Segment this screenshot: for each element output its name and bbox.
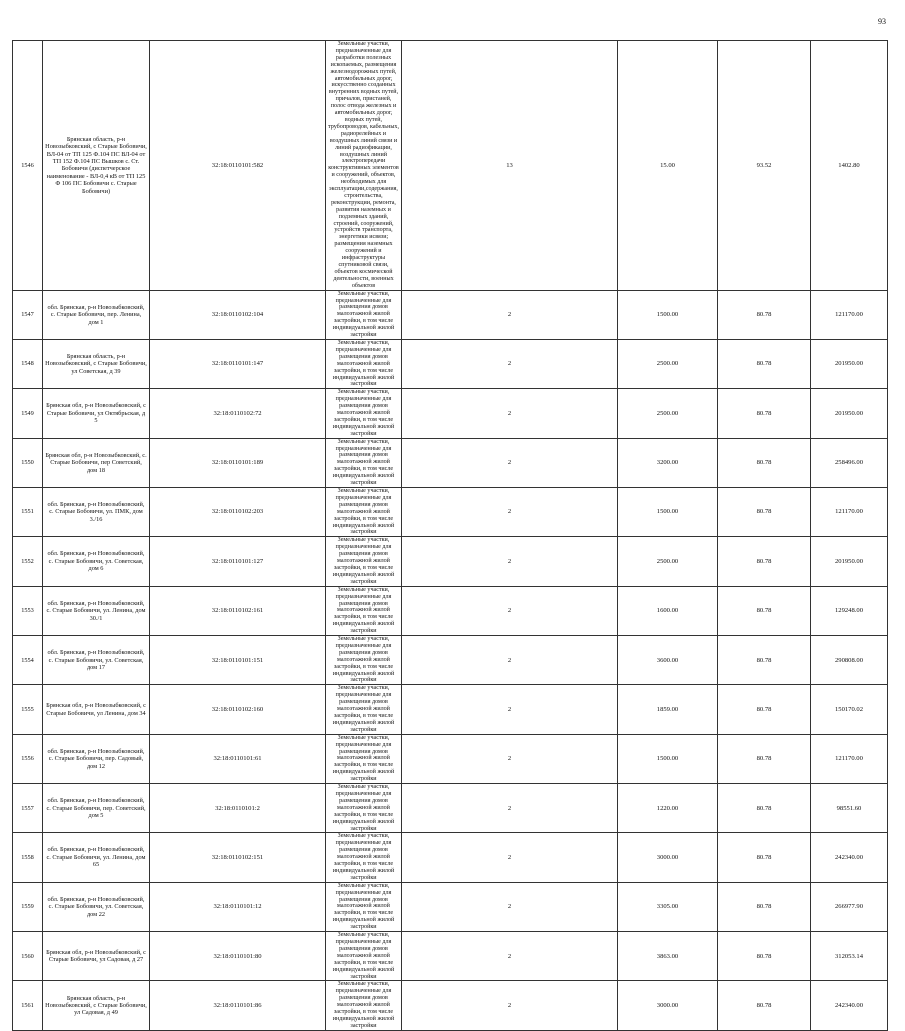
cadastral-value-cell: 1402.80 xyxy=(811,41,888,291)
specific-value-cell: 80.78 xyxy=(718,389,811,438)
area-cell: 1500.00 xyxy=(618,734,718,783)
land-use-cell: Земельные участки, предназначенные для размещения домов малоэтажной жилой застройки, в том числе индивидуальной жилой застройки xyxy=(326,290,402,339)
address-cell: Брянская обл, р-н Новозыбковский, с Старые Бобовичи, ул Октябрьская, д 5 xyxy=(43,389,150,438)
area-cell: 2500.00 xyxy=(618,389,718,438)
cadastral-number-cell: 32:18:0110101:151 xyxy=(150,636,326,685)
table-body xyxy=(13,41,888,1031)
cadastral-number-cell: 32:18:0110102:104 xyxy=(150,290,326,339)
specific-value-cell: 80.78 xyxy=(718,734,811,783)
cadastral-value-cell: 290808.00 xyxy=(811,636,888,685)
cadastral-number-cell: 32:18:0110101:2 xyxy=(150,784,326,833)
row-number: 1561 xyxy=(13,981,43,1030)
address-cell: обл. Брянская, р-н Новозыбковский, с. Старые Бобовичи, ул. Советская, дом 17 xyxy=(43,636,150,685)
cadastral-number-cell: 32:18:0110102:151 xyxy=(150,833,326,882)
use-group-cell: 2 xyxy=(402,833,618,882)
cadastral-value-cell: 121170.00 xyxy=(811,488,888,537)
area-cell: 3600.00 xyxy=(618,636,718,685)
cadastral-value-cell: 201950.00 xyxy=(811,537,888,586)
table-row xyxy=(13,41,888,291)
use-group-cell: 2 xyxy=(402,784,618,833)
table-row xyxy=(13,636,888,685)
table-row xyxy=(13,833,888,882)
cadastral-value-cell: 242340.00 xyxy=(811,833,888,882)
land-use-cell: Земельные участки, предназначенные для разработки полезных ископаемых, размещения железнодорожных путей, автомобильных дорог, искусственно созданных внутренних водных путей, причалов, пристаней, полос отвода железных и автомобильных дорог, водных путей, трубопроводов, кабельных, радиорелейных и воздушных линий связи и линий радиофикации, воздушных линий электропередачи конструктивных элементов и сооружений, объектов, необходимых для эксплуатации,содержания, строительства, реконструкции, ремонта, развития наземных и подземных зданий, строений, сооружений, устройств транспорта, энергетики исвязи; размещения наземных сооружений и инфраструктуры спутниковой связи, объектов космической деятельности, военных объектов xyxy=(326,41,402,291)
use-group-cell: 2 xyxy=(402,389,618,438)
table-row xyxy=(13,290,888,339)
address-cell: Брянская обл, р-н Новозыбковский, с Старые Бобовичи, ул Ленина, дом 34 xyxy=(43,685,150,734)
land-use-cell: Земельные участки, предназначенные для размещения домов малоэтажной жилой застройки, в том числе индивидуальной жилой застройки xyxy=(326,586,402,635)
address-cell: обл. Брянская, р-н Новозыбковский, с. Старые Бобовичи, ул. ПМК, дом 3./16 xyxy=(43,488,150,537)
row-number: 1550 xyxy=(13,438,43,487)
table-row xyxy=(13,784,888,833)
table-row xyxy=(13,537,888,586)
cadastral-number-cell: 32:18:0110101:189 xyxy=(150,438,326,487)
use-group-cell: 2 xyxy=(402,438,618,487)
cadastral-number-cell: 32:18:0110102:72 xyxy=(150,389,326,438)
land-use-cell: Земельные участки, предназначенные для размещения домов малоэтажной жилой застройки, в том числе индивидуальной жилой застройки xyxy=(326,389,402,438)
land-use-cell: Земельные участки, предназначенные для размещения домов малоэтажной жилой застройки, в том числе индивидуальной жилой застройки xyxy=(326,932,402,981)
use-group-cell: 2 xyxy=(402,734,618,783)
cadastral-value-cell: 201950.00 xyxy=(811,339,888,388)
use-group-cell: 2 xyxy=(402,537,618,586)
address-cell: Брянская область, р-н Новозыбковский, с Старые Бобовичи, ул Садовая, д 49 xyxy=(43,981,150,1030)
area-cell: 1500.00 xyxy=(618,290,718,339)
area-cell: 3863.00 xyxy=(618,932,718,981)
cadastral-number-cell: 32:18:0110101:86 xyxy=(150,981,326,1030)
cadastral-number-cell: 32:18:0110101:61 xyxy=(150,734,326,783)
use-group-cell: 2 xyxy=(402,932,618,981)
table-row xyxy=(13,734,888,783)
specific-value-cell: 80.78 xyxy=(718,882,811,931)
table-row xyxy=(13,389,888,438)
cadastral-value-table xyxy=(12,40,888,1031)
cadastral-value-cell: 312053.14 xyxy=(811,932,888,981)
area-cell: 1500.00 xyxy=(618,488,718,537)
area-cell: 3000.00 xyxy=(618,833,718,882)
row-number: 1555 xyxy=(13,685,43,734)
table-row xyxy=(13,586,888,635)
address-cell: Брянская область, р-н Новозыбковский, с Старые Бобовичи, ВЛ-04 от ТП 125 Ф.104 ПС ВЛ-04 от ТП 152 Ф.104 ПС Вышков с. Ст. Бобовичи (диспетчерское наименование - ВЛ-0,4 кВ от ТП 125 Ф 106 ПС Бобовичи с. Старые Бобовичи) xyxy=(43,41,150,291)
row-number: 1551 xyxy=(13,488,43,537)
area-cell: 1220.00 xyxy=(618,784,718,833)
table-row xyxy=(13,882,888,931)
cadastral-number-cell: 32:18:0110102:161 xyxy=(150,586,326,635)
row-number: 1552 xyxy=(13,537,43,586)
cadastral-number-cell: 32:18:0110101:582 xyxy=(150,41,326,291)
cadastral-value-cell: 121170.00 xyxy=(811,290,888,339)
table-row xyxy=(13,488,888,537)
address-cell: обл. Брянская, р-н Новозыбковский, с. Старые Бобовичи, ул. Советская, дом 6 xyxy=(43,537,150,586)
row-number: 1553 xyxy=(13,586,43,635)
cadastral-value-cell: 98551.60 xyxy=(811,784,888,833)
table-row xyxy=(13,438,888,487)
specific-value-cell: 80.78 xyxy=(718,784,811,833)
cadastral-number-cell: 32:18:0110101:12 xyxy=(150,882,326,931)
area-cell: 1600.00 xyxy=(618,586,718,635)
cadastral-value-cell: 242340.00 xyxy=(811,981,888,1030)
row-number: 1549 xyxy=(13,389,43,438)
address-cell: Брянская обл, р-н Новозыбковский, с Старые Бобовичи, ул Садовая, д 27 xyxy=(43,932,150,981)
use-group-cell: 2 xyxy=(402,339,618,388)
specific-value-cell: 80.78 xyxy=(718,932,811,981)
area-cell: 3000.00 xyxy=(618,981,718,1030)
address-cell: обл. Брянская, р-н Новозыбковский, с. Старые Бобовичи, ул. Ленина, дом 65 xyxy=(43,833,150,882)
specific-value-cell: 80.78 xyxy=(718,290,811,339)
land-use-cell: Земельные участки, предназначенные для размещения домов малоэтажной жилой застройки, в том числе индивидуальной жилой застройки xyxy=(326,981,402,1030)
land-use-cell: Земельные участки, предназначенные для размещения домов малоэтажной жилой застройки, в том числе индивидуальной жилой застройки xyxy=(326,882,402,931)
cadastral-number-cell: 32:18:0110101:147 xyxy=(150,339,326,388)
area-cell: 3305.00 xyxy=(618,882,718,931)
cadastral-value-cell: 201950.00 xyxy=(811,389,888,438)
use-group-cell: 2 xyxy=(402,882,618,931)
address-cell: Брянская обл, р-н Новозыбковский, с. Старые Бобовичи, пер Советский, дом 18 xyxy=(43,438,150,487)
cadastral-value-cell: 150170.02 xyxy=(811,685,888,734)
table-row xyxy=(13,685,888,734)
specific-value-cell: 80.78 xyxy=(718,685,811,734)
specific-value-cell: 80.78 xyxy=(718,488,811,537)
cadastral-value-cell: 129248.00 xyxy=(811,586,888,635)
area-cell: 2500.00 xyxy=(618,537,718,586)
address-cell: Брянская область, р-н Новозыбковский, с Старые Бобовичи, ул Советская, д 39 xyxy=(43,339,150,388)
specific-value-cell: 80.78 xyxy=(718,586,811,635)
land-use-cell: Земельные участки, предназначенные для размещения домов малоэтажной жилой застройки, в том числе индивидуальной жилой застройки xyxy=(326,339,402,388)
row-number: 1548 xyxy=(13,339,43,388)
land-use-cell: Земельные участки, предназначенные для размещения домов малоэтажной жилой застройки, в том числе индивидуальной жилой застройки xyxy=(326,438,402,487)
specific-value-cell: 80.78 xyxy=(718,537,811,586)
land-use-cell: Земельные участки, предназначенные для размещения домов малоэтажной жилой застройки, в том числе индивидуальной жилой застройки xyxy=(326,685,402,734)
address-cell: обл. Брянская, р-н Новозыбковский, с. Старые Бобовичи, пер. Советский, дом 5 xyxy=(43,784,150,833)
address-cell: обл. Брянская, р-н Новозыбковский, с. Старые Бобовичи, ул. Советская, дом 22 xyxy=(43,882,150,931)
address-cell: обл. Брянская, р-н Новозыбковский, с. Старые Бобовичи, ул. Ленина, дом 30./1 xyxy=(43,586,150,635)
cadastral-value-cell: 266977.90 xyxy=(811,882,888,931)
row-number: 1557 xyxy=(13,784,43,833)
table-row xyxy=(13,339,888,388)
row-number: 1558 xyxy=(13,833,43,882)
use-group-cell: 2 xyxy=(402,685,618,734)
specific-value-cell: 93.52 xyxy=(718,41,811,291)
specific-value-cell: 80.78 xyxy=(718,636,811,685)
use-group-cell: 2 xyxy=(402,981,618,1030)
cadastral-value-cell: 258496.00 xyxy=(811,438,888,487)
use-group-cell: 2 xyxy=(402,488,618,537)
use-group-cell: 2 xyxy=(402,290,618,339)
table-row xyxy=(13,932,888,981)
land-use-cell: Земельные участки, предназначенные для размещения домов малоэтажной жилой застройки, в том числе индивидуальной жилой застройки xyxy=(326,488,402,537)
land-use-cell: Земельные участки, предназначенные для размещения домов малоэтажной жилой застройки, в том числе индивидуальной жилой застройки xyxy=(326,734,402,783)
area-cell: 2500.00 xyxy=(618,339,718,388)
cadastral-number-cell: 32:18:0110102:160 xyxy=(150,685,326,734)
address-cell: обл. Брянская, р-н Новозыбковский, с. Старые Бобовичи, пер. Ленина, дом 1 xyxy=(43,290,150,339)
row-number: 1560 xyxy=(13,932,43,981)
land-use-cell: Земельные участки, предназначенные для размещения домов малоэтажной жилой застройки, в том числе индивидуальной жилой застройки xyxy=(326,833,402,882)
row-number: 1554 xyxy=(13,636,43,685)
specific-value-cell: 80.78 xyxy=(718,339,811,388)
cadastral-value-cell: 121170.00 xyxy=(811,734,888,783)
row-number: 1556 xyxy=(13,734,43,783)
row-number: 1547 xyxy=(13,290,43,339)
land-use-cell: Земельные участки, предназначенные для размещения домов малоэтажной жилой застройки, в том числе индивидуальной жилой застройки xyxy=(326,537,402,586)
row-number: 1559 xyxy=(13,882,43,931)
cadastral-number-cell: 32:18:0110101:80 xyxy=(150,932,326,981)
page-number: 93 xyxy=(878,17,886,26)
use-group-cell: 13 xyxy=(402,41,618,291)
use-group-cell: 2 xyxy=(402,586,618,635)
area-cell: 15.00 xyxy=(618,41,718,291)
land-use-cell: Земельные участки, предназначенные для размещения домов малоэтажной жилой застройки, в том числе индивидуальной жилой застройки xyxy=(326,636,402,685)
specific-value-cell: 80.78 xyxy=(718,981,811,1030)
cadastral-number-cell: 32:18:0110101:127 xyxy=(150,537,326,586)
table-row xyxy=(13,981,888,1030)
cadastral-number-cell: 32:18:0110102:203 xyxy=(150,488,326,537)
area-cell: 1859.00 xyxy=(618,685,718,734)
land-use-cell: Земельные участки, предназначенные для размещения домов малоэтажной жилой застройки, в том числе индивидуальной жилой застройки xyxy=(326,784,402,833)
specific-value-cell: 80.78 xyxy=(718,833,811,882)
specific-value-cell: 80.78 xyxy=(718,438,811,487)
use-group-cell: 2 xyxy=(402,636,618,685)
area-cell: 3200.00 xyxy=(618,438,718,487)
address-cell: обл. Брянская, р-н Новозыбковский, с. Старые Бобовичи, пер. Садовый, дом 12 xyxy=(43,734,150,783)
row-number: 1546 xyxy=(13,41,43,291)
